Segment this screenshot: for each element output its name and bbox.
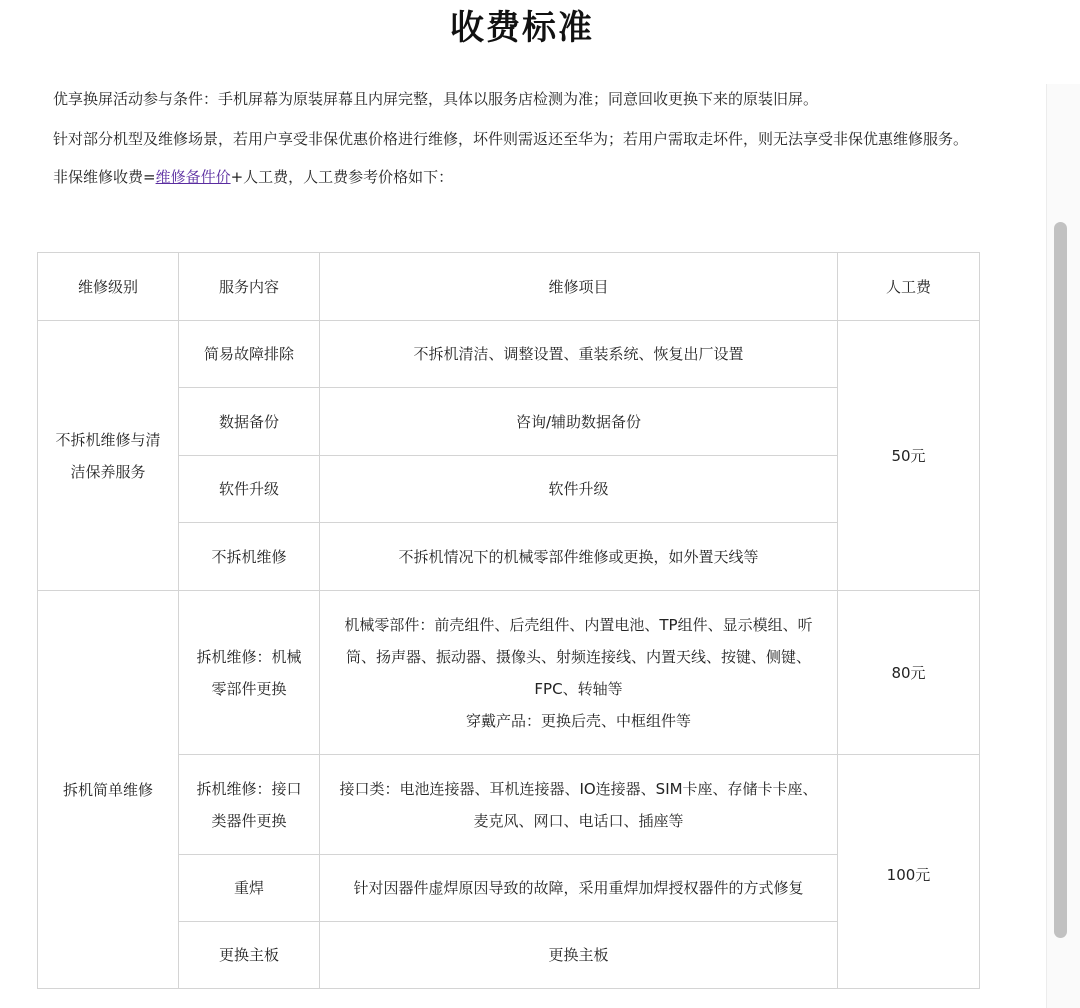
level-cell-simple-disassembly: 拆机简单维修 [38, 591, 179, 989]
service-cell: 更换主板 [179, 922, 320, 989]
items-cell: 咨询/辅助数据备份 [320, 388, 838, 456]
intro-section [53, 84, 983, 202]
intro-paragraph-warranty-note: 针对部分机型及维修场景，若用户享受非保优惠价格进行维修，坏件则需返还至华为；若用户需取走坏件，则无法享受非保优惠维修服务。 [53, 130, 969, 148]
service-cell: 软件升级 [179, 456, 320, 523]
header-repair-items: 维修项目 [320, 253, 838, 321]
fee-cell-80: 80元 [838, 591, 980, 755]
items-cell: 不拆机情况下的机械零部件维修或更换，如外置天线等 [320, 523, 838, 591]
level-cell-non-disassembly: 不拆机维修与清洁保养服务 [38, 321, 179, 591]
scrollbar-thumb[interactable] [1054, 222, 1067, 938]
items-cell: 软件升级 [320, 456, 838, 523]
items-cell: 接口类：电池连接器、耳机连接器、IO连接器、SIM卡座、存储卡卡座、麦克风、网口、电话口、插座等 [320, 755, 838, 855]
service-cell: 简易故障排除 [179, 321, 320, 388]
fee-formula-prefix: 非保维修收费= [53, 168, 156, 186]
service-cell: 数据备份 [179, 388, 320, 456]
fee-cell-100: 100元 [838, 755, 980, 989]
service-cell: 重焊 [179, 855, 320, 922]
items-cell [320, 591, 838, 755]
page-title: 收费标准 [450, 8, 594, 48]
items-line-wearables: 穿戴产品：更换后壳、中框组件等 [465, 711, 691, 730]
table-row [38, 591, 980, 755]
intro-paragraph-screen-condition: 优享换屏活动参与条件：手机屏幕为原装屏幕且内屏完整，具体以服务店检测为准；同意回收更换下来的原装旧屏。 [53, 90, 819, 108]
items-cell: 针对因器件虚焊原因导致的故障，采用重焊加焊授权器件的方式修复 [320, 855, 838, 922]
service-cell: 不拆机维修 [179, 523, 320, 591]
table-row [38, 755, 980, 855]
fee-table [37, 252, 980, 989]
intro-paragraph-fee-formula [53, 162, 983, 192]
table-header-row [38, 253, 980, 321]
header-repair-level: 维修级别 [38, 253, 179, 321]
service-cell: 拆机维修：机械零部件更换 [179, 591, 320, 755]
items-cell: 不拆机清洁、调整设置、重装系统、恢复出厂设置 [320, 321, 838, 388]
header-labor-fee: 人工费 [838, 253, 980, 321]
items-cell: 更换主板 [320, 922, 838, 989]
spare-parts-price-link[interactable]: 维修备件价 [155, 168, 231, 186]
items-line-mechanical-parts: 机械零部件：前壳组件、后壳组件、内置电池、TP组件、显示模组、听筒、扬声器、振动器、摄像头、射频连接线、内置天线、按键、侧键、FPC、转轴等 [344, 615, 813, 698]
table-row [38, 321, 980, 388]
service-cell: 拆机维修：接口类器件更换 [179, 755, 320, 855]
fee-cell-50: 50元 [838, 321, 980, 591]
header-service-content: 服务内容 [179, 253, 320, 321]
fee-formula-suffix: +人工费，人工费参考价格如下： [230, 168, 454, 186]
